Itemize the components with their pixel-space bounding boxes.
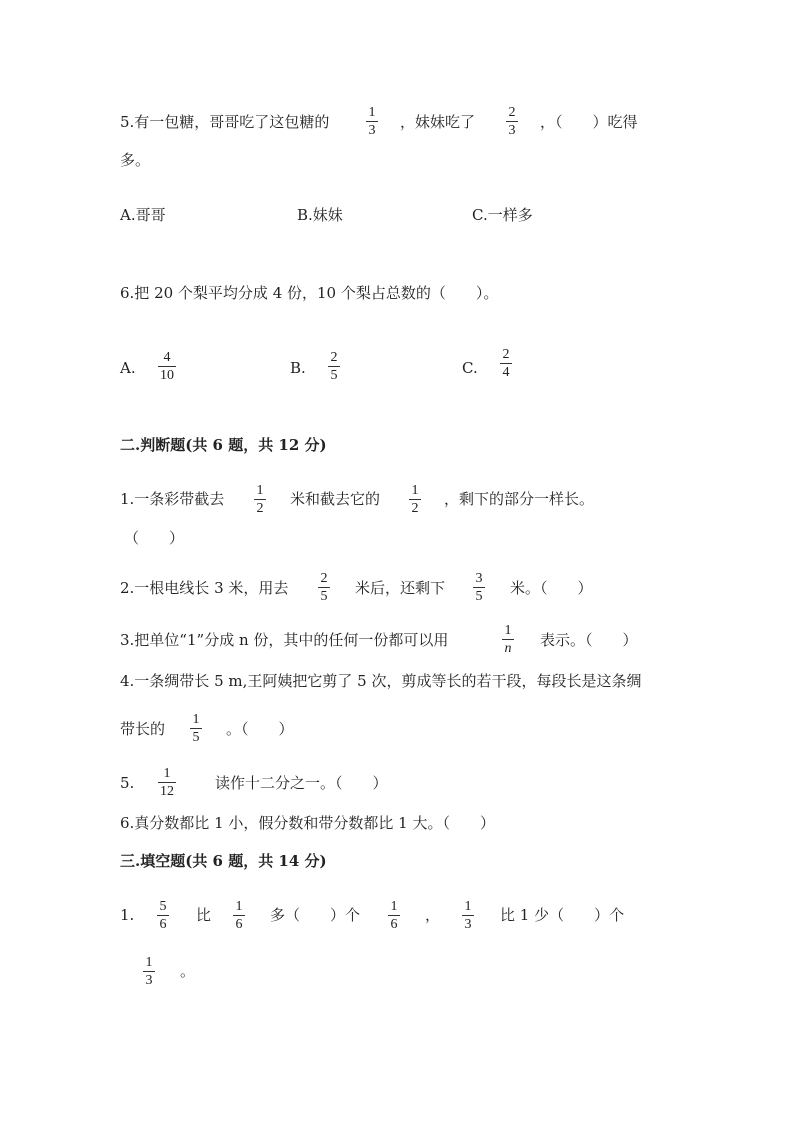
fraction-bar — [502, 639, 514, 640]
s3-q1-text-6: 。 — [180, 962, 196, 980]
s2-q2-text-2: 米后，还剩下 — [355, 579, 446, 597]
fraction-numerator: 1 — [368, 105, 376, 120]
s1-q6-text: 6.把 20 个梨平均分成 4 份，10 个梨占总数的（ ）。 — [120, 284, 499, 302]
section2-title: 二.判断题(共 6 题，共 12 分) — [120, 436, 327, 454]
fraction-numerator: 1 — [145, 955, 153, 970]
fraction-denominator: 2 — [256, 501, 264, 516]
fraction-denominator: 5 — [330, 368, 338, 383]
fraction-denominator: 2 — [411, 501, 419, 516]
fraction — [233, 899, 245, 932]
fraction — [158, 350, 176, 383]
fraction-numerator: 1 — [504, 623, 512, 638]
fraction-bar — [157, 915, 169, 916]
fraction — [157, 899, 169, 932]
s2-q4-text-2: 带长的 — [120, 720, 166, 738]
fraction — [190, 712, 202, 745]
fraction-bar — [158, 782, 176, 783]
fraction-denominator: 6 — [159, 917, 167, 932]
s2-q5-text-1: 5. — [120, 774, 135, 792]
fraction — [500, 347, 512, 380]
fraction-bar — [500, 363, 512, 364]
fraction — [366, 105, 378, 138]
fraction-numerator: 1 — [256, 483, 264, 498]
fraction-bar — [190, 728, 202, 729]
fraction-bar — [388, 915, 400, 916]
s2-q6-text: 6.真分数都比 1 小，假分数和带分数都比 1 大。（ ） — [120, 814, 495, 832]
s1-q6-option-a-label: A. — [120, 359, 136, 377]
fraction-denominator: 3 — [464, 917, 472, 932]
s2-q2-text-1: 2.一根电线长 3 米，用去 — [120, 579, 289, 597]
fraction-bar — [328, 366, 340, 367]
fraction — [328, 350, 340, 383]
fraction-denominator: 6 — [235, 917, 243, 932]
fraction-bar — [254, 499, 266, 500]
s1-q6-option-c-label: C. — [462, 359, 478, 377]
s1-q5-option-b: B.妹妹 — [297, 206, 343, 224]
fraction-numerator: 2 — [330, 350, 338, 365]
fraction-bar — [318, 587, 330, 588]
s3-q1-text-5: 比 1 少（ ）个 — [500, 906, 625, 924]
fraction-numerator: 2 — [320, 571, 328, 586]
s3-q1-text-1: 1. — [120, 906, 135, 924]
fraction-numerator: 1 — [464, 899, 472, 914]
s2-q1-text-3: ，剩下的部分一样长。 — [444, 490, 595, 508]
s1-q5-text-2: ，妹妹吃了 — [400, 113, 476, 131]
fraction-denominator: 5 — [192, 730, 200, 745]
s2-q4-text-1: 4.一条绸带长 5 m,王阿姨把它剪了 5 次，剪成等长的若干段，每段长是这条绸 — [120, 672, 642, 690]
fraction-denominator: 6 — [390, 917, 398, 932]
s1-q5-option-c: C.一样多 — [472, 206, 533, 224]
fraction-denominator: 12 — [160, 784, 174, 799]
s2-q1-text-1: 1.一条彩带截去 — [120, 490, 225, 508]
fraction-bar — [366, 121, 378, 122]
fraction-numerator: 1 — [235, 899, 243, 914]
fraction-numerator: 1 — [192, 712, 200, 727]
fraction-numerator: 2 — [502, 347, 510, 362]
fraction-denominator: 3 — [145, 973, 153, 988]
fraction-denominator: 4 — [502, 365, 510, 380]
fraction-denominator: 5 — [475, 589, 483, 604]
fraction-numerator: 1 — [390, 899, 398, 914]
fraction-denominator: 10 — [160, 368, 174, 383]
s3-q1-text-3: 多（ ）个 — [270, 906, 361, 924]
fraction — [318, 571, 330, 604]
s1-q5-text-1: 5.有一包糖，哥哥吃了这包糖的 — [120, 113, 330, 131]
fraction — [388, 899, 400, 932]
fraction — [409, 483, 421, 516]
fraction — [254, 483, 266, 516]
s2-q2-text-3: 米。（ ） — [510, 579, 593, 597]
fraction — [143, 955, 155, 988]
s2-q4-text-3: 。（ ） — [226, 720, 294, 738]
s1-q5-text-3: ，（ ）吃得 — [540, 113, 638, 131]
s2-q5-text-2: 读作十二分之一。（ ） — [215, 774, 388, 792]
fraction-bar — [233, 915, 245, 916]
fraction — [473, 571, 485, 604]
fraction — [502, 623, 514, 656]
fraction-numerator: 5 — [159, 899, 167, 914]
s3-q1-text-2: 比 — [196, 906, 212, 924]
s2-q3-text-1: 3.把单位“1”分成 n 份，其中的任何一份都可以用 — [120, 631, 449, 649]
s2-q1-text-4: （ ） — [124, 529, 185, 547]
fraction-numerator: 3 — [475, 571, 483, 586]
fraction — [462, 899, 474, 932]
fraction-denominator: 3 — [508, 123, 516, 138]
s2-q1-text-2: 米和截去它的 — [290, 490, 381, 508]
fraction-numerator: 1 — [411, 483, 419, 498]
fraction-numerator: 4 — [163, 350, 171, 365]
fraction-bar — [473, 587, 485, 588]
fraction-numerator: 1 — [163, 766, 171, 781]
s1-q6-option-b-label: B. — [290, 359, 306, 377]
fraction — [158, 766, 176, 799]
s1-q5-text-4: 多。 — [120, 151, 151, 169]
fraction-bar — [506, 121, 518, 122]
s1-q5-option-a: A.哥哥 — [120, 206, 166, 224]
fraction-bar — [143, 971, 155, 972]
fraction — [506, 105, 518, 138]
fraction-bar — [462, 915, 474, 916]
s3-q1-text-4: ， — [425, 906, 441, 924]
fraction-numerator: 2 — [508, 105, 516, 120]
fraction-denominator: n — [504, 641, 512, 656]
fraction-bar — [158, 366, 176, 367]
fraction-denominator: 5 — [320, 589, 328, 604]
fraction-denominator: 3 — [368, 123, 376, 138]
section3-title: 三.填空题(共 6 题，共 14 分) — [120, 852, 327, 870]
fraction-bar — [409, 499, 421, 500]
s2-q3-text-2: 表示。（ ） — [540, 631, 638, 649]
